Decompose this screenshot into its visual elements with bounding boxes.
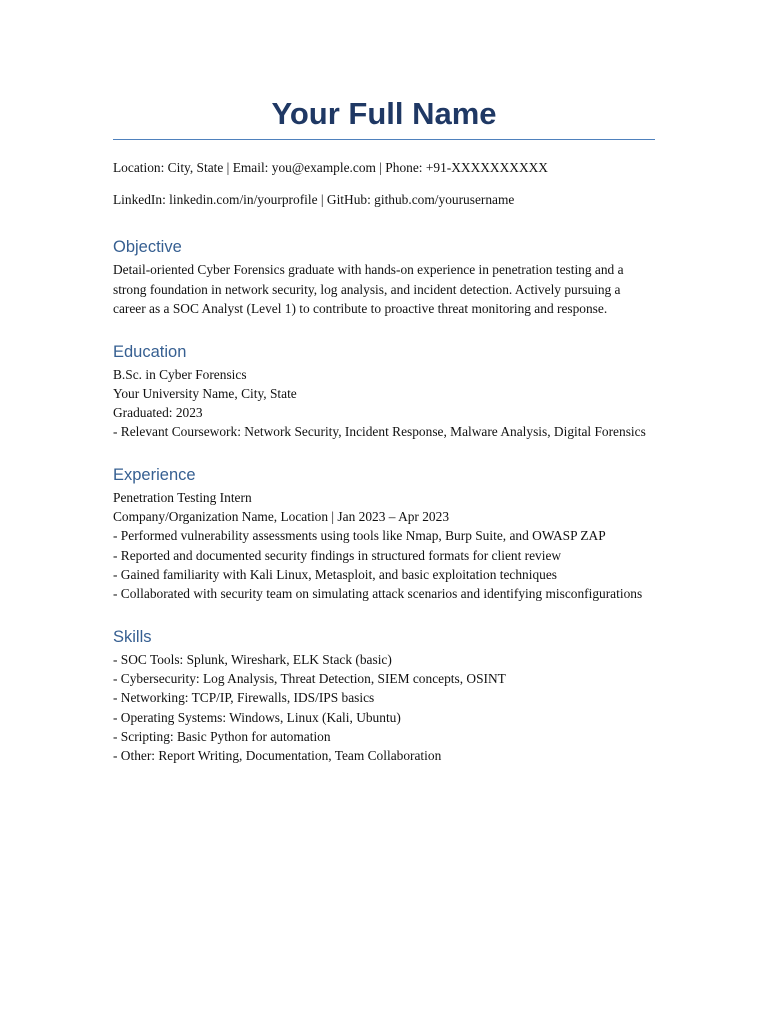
skills-heading: Skills xyxy=(113,627,152,646)
skills-item: - Other: Report Writing, Documentation, Team Collaboration xyxy=(113,748,442,764)
education-degree: B.Sc. in Cyber Forensics xyxy=(113,366,247,382)
education-university: Your University Name, City, State xyxy=(113,385,297,401)
experience-bullet: - Reported and documented security findings in structured formats for client review xyxy=(113,547,562,563)
title-divider xyxy=(113,139,655,140)
education-heading: Education xyxy=(113,342,187,361)
experience-bullet: - Collaborated with security team on simulating attack scenarios and identifying misconfigurations xyxy=(113,586,643,602)
skills-item: - Operating Systems: Windows, Linux (Kali, Ubuntu) xyxy=(113,709,401,725)
objective-heading: Objective xyxy=(113,238,182,256)
education-graduated: Graduated: 2023 xyxy=(113,405,203,421)
contact-info-line: Location: City, State | Email: you@example.com | Phone: +91-XXXXXXXXXX xyxy=(113,160,548,175)
experience-bullet: - Performed vulnerability assessments using tools like Nmap, Burp Suite, and OWASP ZAP xyxy=(113,528,606,544)
skills-item: - Scripting: Basic Python for automation xyxy=(113,729,331,745)
experience-organization: Company/Organization Name, Location | Jan 2023 – Apr 2023 xyxy=(113,509,450,525)
skills-item: - Cybersecurity: Log Analysis, Threat Detection, SIEM concepts, OSINT xyxy=(113,671,506,687)
experience-role: Penetration Testing Intern xyxy=(113,489,252,505)
resume-page xyxy=(113,92,655,766)
experience-heading: Experience xyxy=(113,465,196,484)
full-name-title: Your Full Name xyxy=(271,96,497,131)
objective-text: Detail-oriented Cyber Forensics graduate with hands-on experience in penetration testing and a strong foundation in network security, log analysis, and incident detection. Actively pursuing a career as a SOC Analyst (Level 1) to contribute to proactive threat monitoring and response. xyxy=(113,262,624,316)
profile-links-line: LinkedIn: linkedin.com/in/yourprofile | GitHub: github.com/yourusername xyxy=(113,192,515,207)
skills-item: - Networking: TCP/IP, Firewalls, IDS/IPS basics xyxy=(113,690,375,706)
education-coursework: - Relevant Coursework: Network Security, Incident Response, Malware Analysis, Digital Forensics xyxy=(113,424,646,440)
skills-item: - SOC Tools: Splunk, Wireshark, ELK Stack (basic) xyxy=(113,651,392,667)
experience-bullet: - Gained familiarity with Kali Linux, Metasploit, and basic exploitation techniques xyxy=(113,567,558,583)
